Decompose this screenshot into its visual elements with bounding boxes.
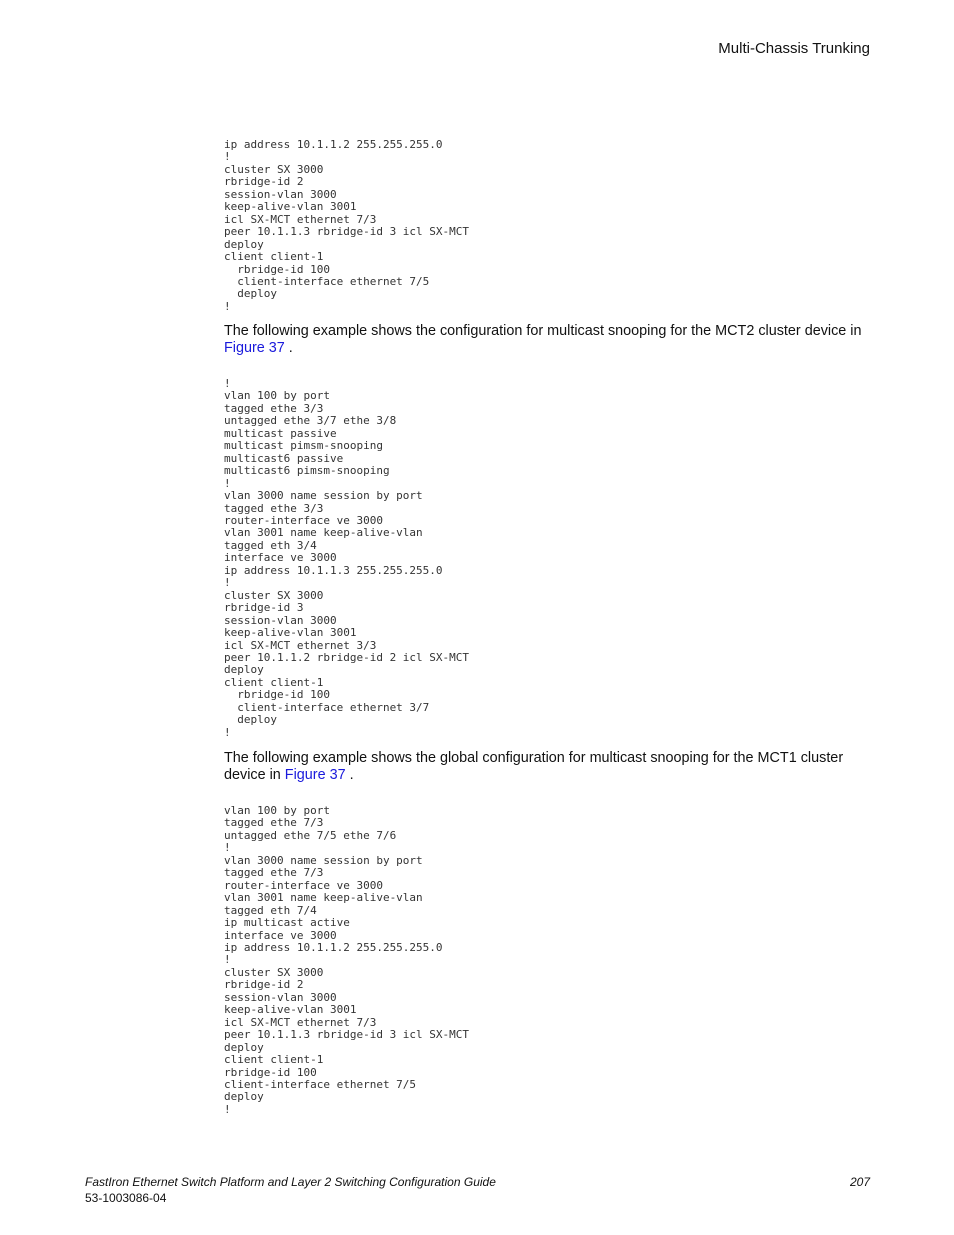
code-line: vlan 3001 name keep-alive-vlan xyxy=(224,526,423,540)
code-line: ip address 10.1.1.2 255.255.255.0 xyxy=(224,940,443,954)
code-line: icl SX-MCT ethernet 7/3 xyxy=(224,212,377,226)
code-line: rbridge-id 100 xyxy=(224,688,330,702)
code-line: session-vlan 3000 xyxy=(224,187,337,201)
code-line: keep-alive-vlan 3001 xyxy=(224,626,357,640)
code-line: deploy xyxy=(224,287,277,301)
code-line: client-interface ethernet 3/7 xyxy=(224,700,430,714)
code-line: ip multicast active xyxy=(224,916,350,930)
code-line: client client-1 xyxy=(224,1053,324,1067)
code-line: untagged ethe 7/5 ethe 7/6 xyxy=(224,828,397,842)
code-line: tagged ethe 7/3 xyxy=(224,816,324,830)
paragraph-1-suffix: . xyxy=(284,340,293,356)
code-line: interface ve 3000 xyxy=(224,928,337,942)
code-line: vlan 3000 name session by port xyxy=(224,489,423,503)
paragraph-2-text: The following example shows the global configuration for multicast snooping for the MCT1 cluster device in xyxy=(224,750,844,783)
code-line: session-vlan 3000 xyxy=(224,990,337,1004)
code-line: deploy xyxy=(224,713,277,727)
code-line: ! xyxy=(224,576,231,590)
code-line: interface ve 3000 xyxy=(224,551,337,565)
code-line: rbridge-id 100 xyxy=(224,262,330,276)
code-line: ! xyxy=(224,1102,231,1116)
code-line: tagged eth 3/4 xyxy=(224,538,317,552)
code-line: deploy xyxy=(224,237,264,251)
code-line: deploy xyxy=(224,1090,264,1104)
code-line: icl SX-MCT ethernet 7/3 xyxy=(224,1015,377,1029)
code-line: deploy xyxy=(224,1040,264,1054)
page-footer xyxy=(85,1175,496,1206)
page-number: 207 xyxy=(849,1175,870,1189)
code-line: client-interface ethernet 7/5 xyxy=(224,1077,417,1091)
code-line: tagged eth 7/4 xyxy=(224,903,317,917)
code-line: tagged ethe 3/3 xyxy=(224,501,324,515)
code-line: vlan 3000 name session by port xyxy=(224,853,423,867)
code-line: ! xyxy=(224,377,231,390)
code-line: untagged ethe 3/7 ethe 3/8 xyxy=(224,414,397,428)
code-line: ! xyxy=(224,725,231,739)
code-line: rbridge-id 3 xyxy=(224,601,304,615)
paragraph-1-text: The following example shows the configuration for multicast snooping for the MCT2 cluster device in xyxy=(224,323,862,339)
code-line: ! xyxy=(224,150,231,164)
guide-title: FastIron Ethernet Switch Platform and Layer 2 Switching Configuration Guide xyxy=(85,1175,496,1189)
paragraph-2 xyxy=(224,750,864,784)
code-block-3 xyxy=(224,805,469,1116)
code-line: keep-alive-vlan 3001 xyxy=(224,1003,357,1017)
code-line: tagged ethe 7/3 xyxy=(224,866,324,880)
code-line: cluster SX 3000 xyxy=(224,965,324,979)
figure-link-1[interactable]: Figure 37 xyxy=(224,340,285,356)
document-number: 53-1003086-04 xyxy=(85,1190,167,1205)
code-block-1 xyxy=(224,139,469,313)
code-line: multicast6 passive xyxy=(224,451,344,465)
code-line: cluster SX 3000 xyxy=(224,162,324,176)
section-title: Multi-Chassis Trunking xyxy=(718,40,870,57)
code-line: peer 10.1.1.3 rbridge-id 3 icl SX-MCT xyxy=(224,1028,470,1042)
code-line: ip address 10.1.1.2 255.255.255.0 xyxy=(224,138,443,151)
code-line: router-interface ve 3000 xyxy=(224,513,383,527)
code-line: multicast passive xyxy=(224,426,337,440)
code-line: deploy xyxy=(224,663,264,677)
code-line: client client-1 xyxy=(224,250,324,264)
code-line: rbridge-id 2 xyxy=(224,175,304,189)
code-line: ! xyxy=(224,299,231,313)
code-line: client-interface ethernet 7/5 xyxy=(224,274,430,288)
code-line: ! xyxy=(224,476,231,490)
figure-link-2[interactable]: Figure 37 xyxy=(284,767,346,783)
code-line: router-interface ve 3000 xyxy=(224,878,383,892)
paragraph-2-suffix: . xyxy=(345,767,354,783)
code-line: rbridge-id 100 xyxy=(224,1065,317,1079)
code-line: vlan 3001 name keep-alive-vlan xyxy=(224,891,423,905)
code-line: ip address 10.1.1.3 255.255.255.0 xyxy=(224,563,443,577)
code-line: icl SX-MCT ethernet 3/3 xyxy=(224,638,377,652)
code-line: peer 10.1.1.2 rbridge-id 2 icl SX-MCT xyxy=(224,650,470,664)
code-line: client client-1 xyxy=(224,675,324,689)
code-line: multicast pimsm-snooping xyxy=(224,439,383,453)
code-line: session-vlan 3000 xyxy=(224,613,337,627)
code-line: tagged ethe 3/3 xyxy=(224,401,324,415)
code-line: peer 10.1.1.3 rbridge-id 3 icl SX-MCT xyxy=(224,225,470,239)
code-line: rbridge-id 2 xyxy=(224,978,304,992)
code-line: keep-alive-vlan 3001 xyxy=(224,200,357,214)
code-line: cluster SX 3000 xyxy=(224,588,324,602)
code-line: vlan 100 by port xyxy=(224,389,330,403)
code-line: multicast6 pimsm-snooping xyxy=(224,464,390,478)
code-block-2 xyxy=(224,378,469,739)
code-line: ! xyxy=(224,953,231,967)
code-line: vlan 100 by port xyxy=(224,804,330,817)
code-line: ! xyxy=(224,841,231,855)
paragraph-1 xyxy=(224,323,864,357)
